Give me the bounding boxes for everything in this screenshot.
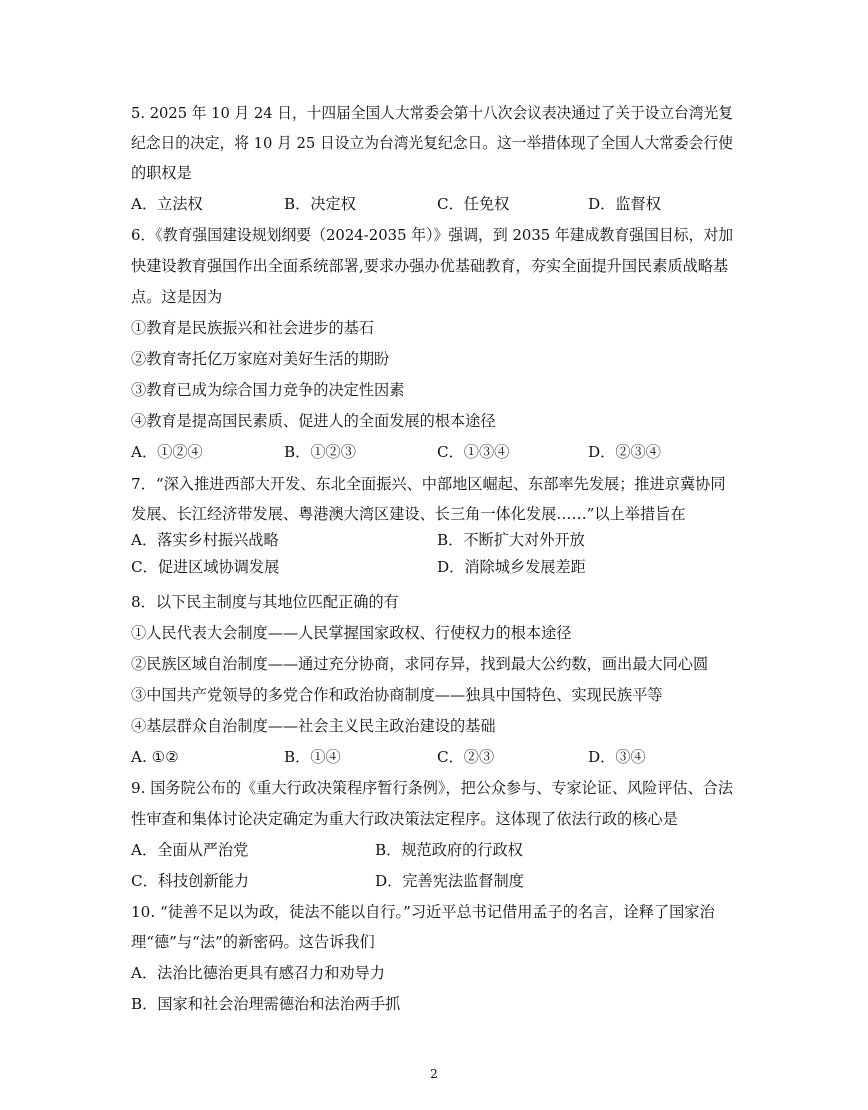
q9-stem-line-2: 性审查和集体讨论决定确定为重大行政决策法定程序。这体现了依法行政的核心是 — [131, 810, 678, 828]
q6-item-4: ④教育是提高国民素质、促进人的全面发展的根本途径 — [131, 412, 496, 430]
page-number: 2 — [430, 1067, 438, 1081]
q9-option-c: C．科技创新能力 — [131, 872, 249, 890]
q5-option-d: D．监督权 — [588, 195, 661, 213]
q8-option-a: A. ①② — [131, 748, 179, 766]
q8-option-d: D．③④ — [588, 748, 646, 766]
q6-option-c: C．①③④ — [437, 443, 510, 461]
q5-stem-line-2: 纪念日的决定，将 10 月 25 日设立为台湾光复纪念日。这一举措体现了全国人大常委会行使 — [131, 134, 733, 152]
q7-option-d: D．消除城乡发展差距 — [437, 558, 586, 576]
q8-item-2: ②民族区域自治制度——通过充分协商，求同存异，找到最大公约数，画出最大同心圆 — [131, 655, 709, 673]
q8-item-4: ④基层群众自治制度——社会主义民主政治建设的基础 — [131, 717, 496, 735]
q10-stem-line-2: 理“德”与“法”的新密码。这告诉我们 — [131, 933, 375, 951]
q9-option-b: B．规范政府的行政权 — [375, 841, 523, 859]
q9-stem-line-1: 9. 国务院公布的《重大行政决策程序暂行条例》，把公众参与、专家论证、风险评估、合法 — [131, 779, 734, 797]
q10-stem-line-1: 10. “徒善不足以为政，徒法不能以自行。”习近平总书记借用孟子的名言，诠释了国家治 — [131, 903, 715, 921]
q8-item-3: ③中国共产党领导的多党合作和政治协商制度——独具中国特色、实现民族平等 — [131, 686, 663, 704]
q5-option-c: C．任免权 — [437, 195, 510, 213]
q9-option-d: D．完善宪法监督制度 — [375, 872, 524, 890]
q6-item-2: ②教育寄托亿万家庭对美好生活的期盼 — [131, 350, 390, 368]
q6-option-a: A．①②④ — [131, 443, 203, 461]
q7-stem-line-2: 发展、长江经济带发展、粤港澳大湾区建设、长三角一体化发展……”以上举措旨在 — [131, 505, 686, 523]
q8-option-b: B．①④ — [284, 748, 341, 766]
q9-option-a: A．全面从严治党 — [131, 841, 249, 859]
q7-stem-line-1: 7．“深入推进西部大开发、东北全面振兴、中部地区崛起、东部率先发展；推进京冀协同 — [131, 475, 726, 493]
q10-option-a: A．法治比德治更具有感召力和劝导力 — [131, 964, 385, 982]
q6-stem-line-2: 快建设教育强国作出全面系统部署,要求办强办优基础教育，夯实全面提升国民素质战略基 — [131, 257, 729, 275]
q10-option-b: B．国家和社会治理需德治和法治两手抓 — [131, 995, 401, 1013]
q7-option-a: A．落实乡村振兴战略 — [131, 531, 279, 549]
q7-option-b: B．不断扩大对外开放 — [437, 531, 585, 549]
q8-stem-line-1: 8．以下民主制度与其地位匹配正确的有 — [131, 593, 399, 611]
q7-option-c: C．促进区域协调发展 — [131, 558, 280, 576]
q6-stem-line-1: 6．《教育强国建设规划纲要（2024-2035 年）》强调，到 2035 年建成教育强国目标，对加 — [131, 226, 734, 244]
q6-option-d: D．②③④ — [588, 443, 661, 461]
q6-item-1: ①教育是民族振兴和社会进步的基石 — [131, 319, 374, 337]
q8-item-1: ①人民代表大会制度——人民掌握国家政权、行使权力的根本途径 — [131, 624, 572, 642]
q6-option-b: B．①②③ — [284, 443, 356, 461]
q6-item-3: ③教育已成为综合国力竞争的决定性因素 — [131, 381, 405, 399]
q8-option-c: C．②③ — [437, 748, 495, 766]
q5-stem-line-3: 的职权是 — [131, 164, 192, 182]
q5-option-b: B．决定权 — [284, 195, 356, 213]
q6-stem-line-3: 点。这是因为 — [131, 288, 223, 306]
q5-stem-line-1: 5. 2025 年 10 月 24 日，十四届全国人大常委会第十八次会议表决通过了关于设立台湾光复 — [131, 104, 733, 122]
q5-option-a: A．立法权 — [131, 195, 203, 213]
